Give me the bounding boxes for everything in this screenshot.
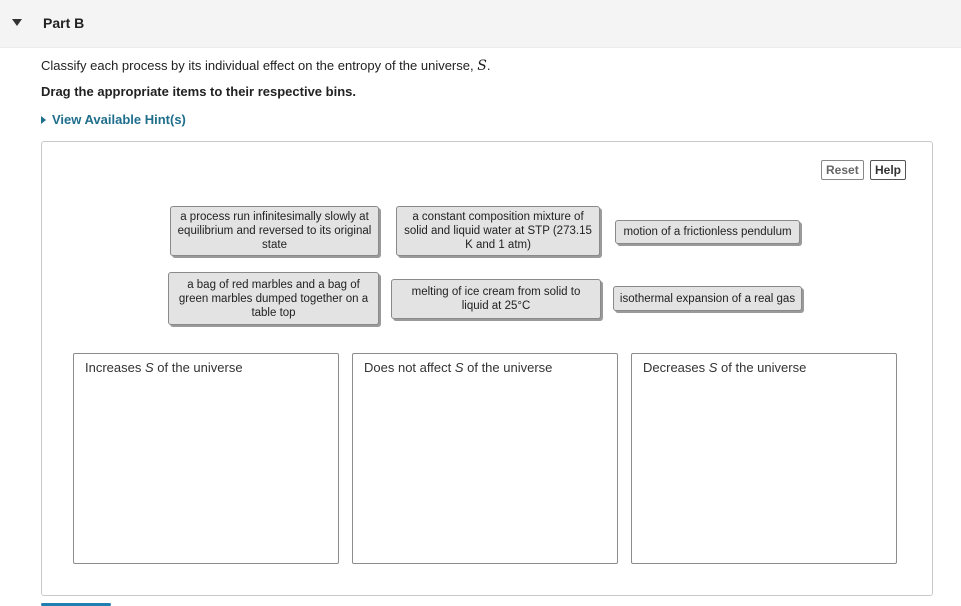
bin-label: Increases S of the universe: [85, 360, 253, 375]
view-hints-link[interactable]: [41, 112, 186, 127]
bin-label: Decreases S of the universe: [643, 360, 816, 375]
entropy-symbol: S: [477, 58, 487, 74]
caret-down-icon[interactable]: [12, 19, 22, 26]
bin-label: Does not affect S of the universe: [364, 360, 562, 375]
question-instruction: Classify each process by its individual effect on the entropy of the universe, S.: [41, 58, 491, 74]
part-title: Part B: [43, 15, 85, 31]
bin-decreases-entropy[interactable]: [631, 353, 897, 564]
bin-no-effect-entropy[interactable]: [352, 353, 618, 564]
draggable-item-reversible-process[interactable]: a process run infinitesimally slowly at equilibrium and reversed to its original state: [170, 206, 379, 256]
draggable-item-frictionless-pendulum[interactable]: motion of a frictionless pendulum: [615, 220, 800, 244]
draggable-item-mixed-marbles[interactable]: a bag of red marbles and a bag of green marbles dumped together on a table top: [168, 272, 379, 325]
drag-instruction: Drag the appropriate items to their respective bins.: [41, 84, 356, 99]
caret-right-icon: [41, 116, 46, 124]
hint-link-label: View Available Hint(s): [52, 112, 186, 127]
draggable-item-ice-water-mixture[interactable]: a constant composition mixture of solid and liquid water at STP (273.15 K and 1 atm): [396, 206, 600, 256]
help-button[interactable]: Help: [870, 160, 906, 180]
bin-increases-entropy[interactable]: [73, 353, 339, 564]
part-header[interactable]: [0, 0, 961, 48]
reset-button[interactable]: Reset: [821, 160, 864, 180]
draggable-item-melting-ice-cream[interactable]: melting of ice cream from solid to liquid at 25°C: [391, 279, 601, 319]
draggable-item-real-gas-expansion[interactable]: isothermal expansion of a real gas: [613, 286, 802, 311]
